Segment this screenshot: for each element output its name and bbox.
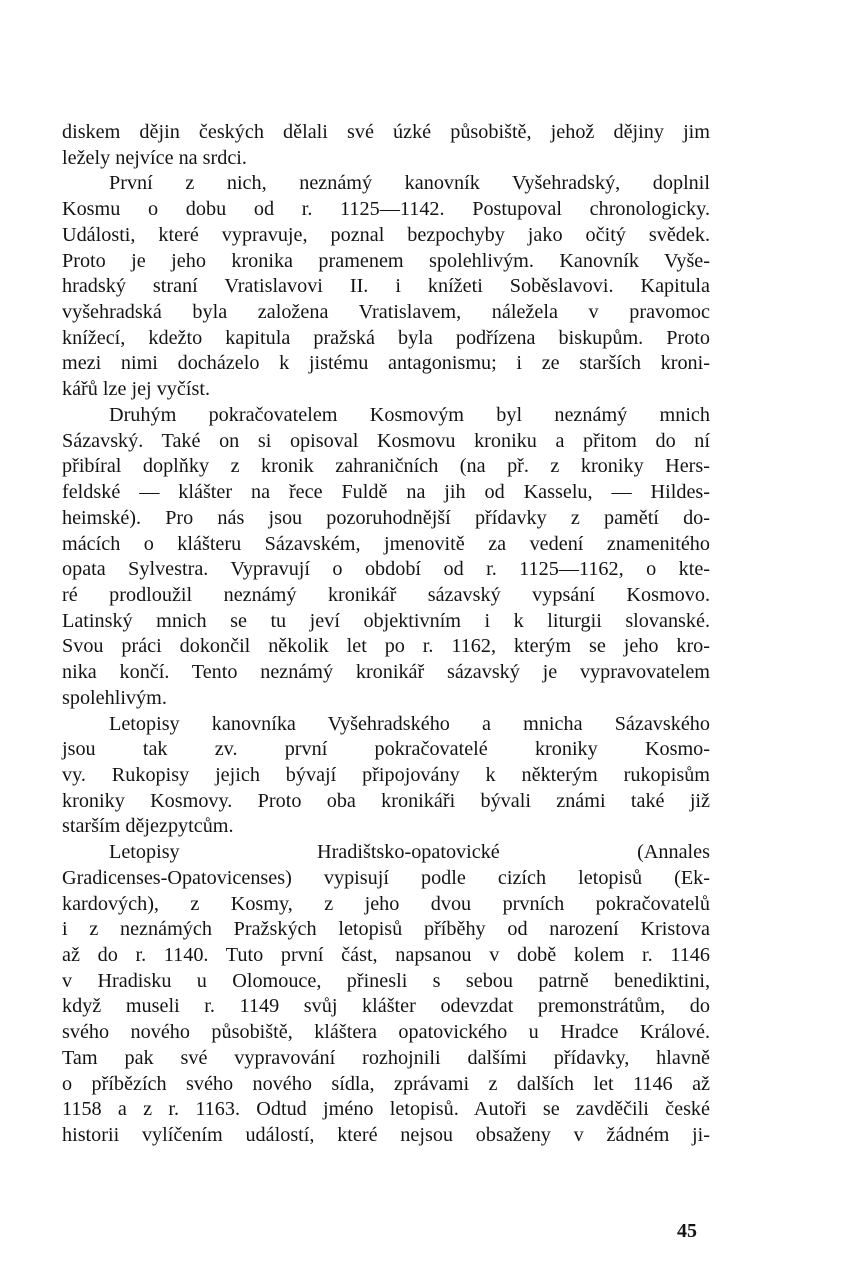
text-line: starším dějezpytcům. [62,815,234,838]
text-line: hradský straní Vratislavovi II. i knížeti Soběslavovi. Kapitula [62,275,710,298]
text-line: Sázavský. Také on si opisoval Kosmovu kroniku a přitom do ní [62,429,710,452]
text-line: opata Sylvestra. Vypravují o období od r. 1125—1162, o kte- [62,558,710,581]
text-line: Gradicenses-Opatovicenses) vypisují podle cizích letopisů (Ek- [62,866,710,889]
text-line: kářů lze jej vyčíst. [62,378,210,401]
text-line: Latinský mnich se tu jeví objektivním i k liturgii slovanské. [62,609,710,632]
text-line: v Hradisku u Olomouce, přinesli s sebou patrně benediktini, [62,969,710,992]
text-line: i z neznámých Pražských letopisů příběhy od narození Kristova [62,918,710,941]
text-line: spolehlivým. [62,686,167,709]
text-line: mezi nimi docházelo k jistému antagonismu; i ze starších kroni- [62,352,710,375]
text-line: knížecí, kdežto kapitula pražská byla podřízena biskupům. Proto [62,326,710,349]
text-line: Druhým pokračovatelem Kosmovým byl neznámý mnich [109,403,710,426]
text-line: kardových), z Kosmy, z jeho dvou prvních pokračovatelů [62,892,710,915]
body-text [62,120,710,1149]
text-line: přibíral doplňky z kronik zahraničních (na př. z kroniky Hers- [62,455,710,478]
text-line: 1158 a z r. 1163. Odtud jméno letopisů. Autoři se zavděčili české [62,1098,710,1121]
text-line: Události, které vypravuje, poznal bezpochyby jako očitý svědek. [62,223,710,246]
text-line: Tam pak své vypravování rozhojnili dalšími přídavky, hlavně [62,1046,710,1069]
text-line: heimské). Pro nás jsou pozoruhodnější přídavky z pamětí do- [62,506,710,529]
text-line: až do r. 1140. Tuto první část, napsanou v době kolem r. 1146 [62,944,710,966]
text-line: První z nich, neznámý kanovník Vyšehradský, doplnil [109,172,710,195]
text-line: vyšehradská byla založena Vratislavem, náležela v pravomoc [62,301,710,324]
text-line: o příbězích svého nového sídla, zprávami z dalších let 1146 až [62,1072,710,1095]
text-line: Letopisy kanovníka Vyšehradského a mnicha Sázavského [109,712,710,735]
text-line: vy. Rukopisy jejich bývají připojovány k některým rukopisům [62,763,710,786]
text-line: mácích o klášteru Sázavském, jmenovitě za vedení znamenitého [62,532,710,555]
text-line: kroniky Kosmovy. Proto oba kronikáři bývali známi také již [62,789,710,812]
text-line: Proto je jeho kronika pramenem spolehlivým. Kanovník Vyše- [62,249,710,272]
text-line: nika končí. Tento neznámý kronikář sázavský je vypravovatelem [62,661,710,684]
text-line: Letopisy Hradištsko-opatovické (Annales [109,841,710,864]
text-line: Kosmu o dobu od r. 1125—1142. Postupoval chronologicky. [62,198,710,221]
page-number: 45 [677,1220,697,1242]
text-line: když museli r. 1149 svůj klášter odevzdat premonstrátům, do [62,995,710,1018]
text-line: ležely nejvíce na srdci. [62,146,247,169]
text-line: Svou práci dokončil několik let po r. 1162, kterým se jeho kro- [62,635,710,658]
text-line: diskem dějin českých dělali své úzké působiště, jehož dějiny jim [62,121,710,143]
text-line: jsou tak zv. první pokračovatelé kroniky Kosmo- [62,738,710,761]
text-line: svého nového působiště, kláštera opatovického u Hradce Králové. [62,1021,710,1044]
text-line: feldské — klášter na řece Fuldě na jih od Kasselu, — Hildes- [62,481,710,504]
text-line: historii vylíčením událostí, které nejsou obsaženy v žádném ji- [62,1124,710,1147]
text-line: ré prodloužil neznámý kronikář sázavský vypsání Kosmovo. [62,583,710,606]
